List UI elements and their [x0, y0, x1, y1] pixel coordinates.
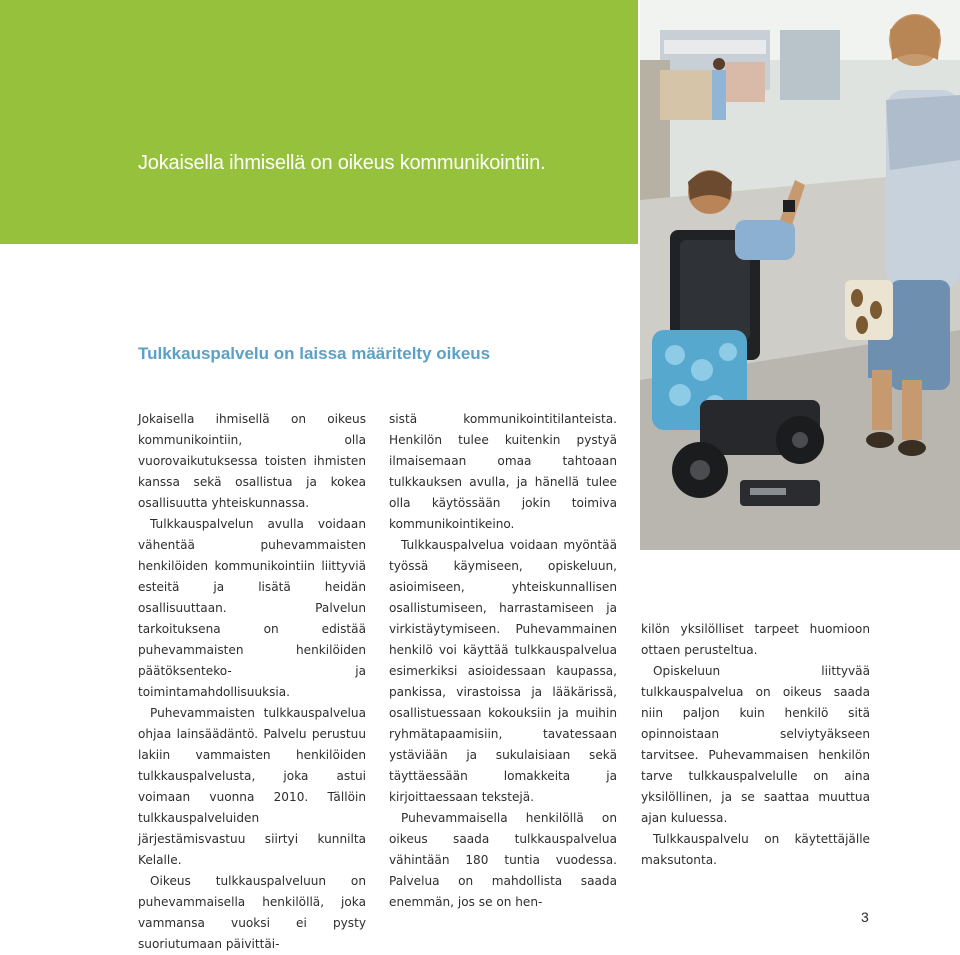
paragraph: Jokaisella ihmisellä on oikeus kommunikointiin, olla vuorovaikutuksessa toisten ihmisten kanssa sekä osallistua ja kokea osallisuutta yhteiskunnassa. — [138, 412, 366, 510]
text-column-3 — [641, 619, 870, 871]
paragraph: Tulkkauspalvelu on käytettäjälle maksutonta. — [641, 832, 870, 867]
photo-wheelchair-user — [640, 0, 960, 550]
paragraph: kilön yksilölliset tarpeet huomioon ottaen perusteltua. — [641, 622, 870, 657]
text-column-1 — [138, 409, 366, 955]
page-number: 3 — [861, 909, 869, 925]
paragraph: Oikeus tulkkauspalveluun on puhevammaisella henkilöllä, joka vammansa vuoksi ei pysty suoriutumaan päivittäi- — [138, 874, 366, 951]
paragraph: Opiskeluun liittyvää tulkkauspalvelua on oikeus saada niin paljon kuin henkilö sitä opinnoistaan selviytyäkseen tarvitsee. Puhevammaisen henkilön tarve tulkkauspalvelulle on aina yksilöllinen, ja se saattaa muuttua ajan kuluessa. — [641, 664, 870, 825]
paragraph: Tulkkauspalvelua voidaan myöntää työssä käymiseen, opiskeluun, asioimiseen, yhteiskunnallisen osallistumiseen, harrastamiseen ja virkistäytymiseen. Puhevammainen henkilö voi käyttää tulkkauspalvelua esimerkiksi asioidessaan kaupassa, pankissa, virastoissa ja lääkärissä, osallistuessaan kokouksiin ja muihin ryhmätapaamisiin, tavatessaan ystäviään ja sukulaisiaan sekä täyttäessään lomakkeita ja kirjoittaessaan tekstejä. — [389, 538, 617, 804]
paragraph: Puhevammaisten tulkkauspalvelua ohjaa lainsäädäntö. Palvelu perustuu lakiin vammaisten henkilöiden tulkkauspalvelusta, joka astui voimaan vuonna 2010. Tällöin tulkkauspalveluiden järjestämisvastuu siirtyi kunnilta Kelalle. — [138, 706, 366, 867]
paragraph: sistä kommunikointitilanteista. Henkilön tulee kuitenkin pystyä ilmaisemaan omaa tahtoaan tulkkauksen avulla, ja hänellä tulee olla käytössään jokin toimiva kommunikointikeino. — [389, 412, 617, 531]
title-banner — [0, 0, 638, 244]
paragraph: Tulkkauspalvelun avulla voidaan vähentää puhevammaisten henkilöiden kommunikointiin liittyviä esteitä ja lisätä heidän osallisuuttaan. Palvelun tarkoituksena on edistää puhevammaisten henkilöiden päätöksenteko- ja toimintamahdollisuuksia. — [138, 517, 366, 699]
banner-title: Jokaisella ihmisellä on oikeus kommunikointiin. — [138, 152, 546, 174]
text-column-2 — [389, 409, 617, 913]
section-heading: Tulkkauspalvelu on laissa määritelty oikeus — [138, 344, 491, 363]
paragraph: Puhevammaisella henkilöllä on oikeus saada tulkkauspalvelua vähintään 180 tuntia vuodessa. Palvelua on mahdollista saada enemmän, jos se on hen- — [389, 811, 617, 909]
